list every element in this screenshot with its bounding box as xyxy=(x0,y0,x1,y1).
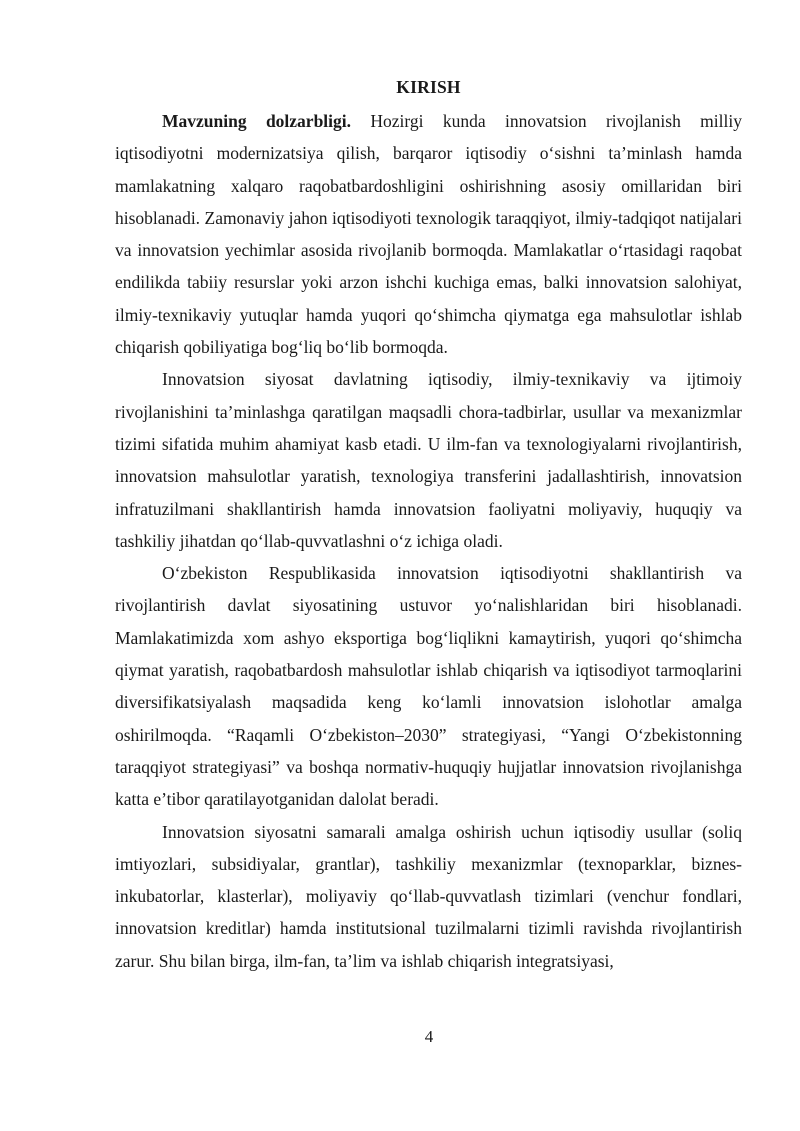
paragraph-text: Innovatsion siyosatni samarali amalga oshirish uchun iqtisodiy usullar (soliq imtiyozlari, subsidiyalar, grantlar), tashkiliy mexanizmlar (texnoparklar, biznes-inkubatorlar, klasterlar), moliyaviy qo‘llab-quvvatlash tizimlari (venchur fondlari, innovatsion kreditlar) hamda institutsional tuzilmalarni tizimli ravishda rivojlantirish zarur. Shu bilan birga, ilm-fan, ta’lim va ishlab chiqarish integratsiyasi, xyxy=(115,821,742,971)
page-content xyxy=(115,73,742,977)
paragraph-text: Innovatsion siyosat davlatning iqtisodiy, ilmiy-texnikaviy va ijtimoiy rivojlanishini ta’minlashga qaratilgan maqsadli chora-tadbirlar, usullar va mexanizmlar tizimi sifatida muhim ahamiyat kasb etadi. U ilm-fan va texnologiyalarni rivojlantirish, innovatsion mahsulotlar yaratish, texnologiya transferini jadallashtirish, innovatsion infratuzilmani shakllantirish hamda innovatsion faoliyatni moliyaviy, huquqiy va tashkiliy jihatdan qo‘llab-quvvatlashni o‘z ichiga oladi. xyxy=(115,369,742,551)
paragraph-text: O‘zbekiston Respublikasida innovatsion iqtisodiyotni shakllantirish va rivojlantirish davlat siyosatining ustuvor yo‘nalishlaridan biri hisoblanadi. Mamlakatimizda xom ashyo eksportiga bog‘liqlikni kamaytirish, yuqori qo‘shimcha qiymat yaratish, raqobatbardosh mahsulotlar ishlab chiqarish va iqtisodiyot tarmoqlarini diversifikatsiyalash maqsadida keng ko‘lamli innovatsion islohotlar amalga oshirilmoqda. “Raqamli O‘zbekiston–2030” strategiyasi, “Yangi O‘zbekistonning taraqqiyot strategiyasi” va boshqa normativ-huquqiy hujjatlar innovatsion rivojlanishga katta e’tibor qaratilayotganidan dalolat beradi. xyxy=(115,563,742,810)
paragraph-lead: Mavzuning dolzarbligi. xyxy=(162,111,352,131)
paragraph-2 xyxy=(115,363,742,557)
paragraph-text: Hozirgi kunda innovatsion rivojlanish milliy iqtisodiyotni modernizatsiya qilish, barqaror iqtisodiy o‘sishni ta’minlash hamda mamlakatning xalqaro raqobatbardoshligini oshirishning asosiy omillaridan biri hisoblanadi. Zamonaviy jahon iqtisodiyoti texnologik taraqqiyot, ilmiy-tadqiqot natijalari va innovatsion yechimlar asosida rivojlanib bormoqda. Mamlakatlar o‘rtasidagi raqobat endilikda tabiiy resurslar yoki arzon ishchi kuchiga emas, balki innovatsion salohiyat, ilmiy-texnikaviy yutuqlar hamda yuqori qo‘shimcha qiymatga ega mahsulotlar ishlab chiqarish qobiliyatiga bog‘liq bo‘lib bormoqda. xyxy=(115,111,742,358)
paragraph-3 xyxy=(115,557,742,815)
paragraph-4 xyxy=(115,816,742,977)
section-heading: KIRISH xyxy=(396,77,461,97)
page-number: 4 xyxy=(424,1027,434,1046)
paragraph-1 xyxy=(115,105,742,363)
